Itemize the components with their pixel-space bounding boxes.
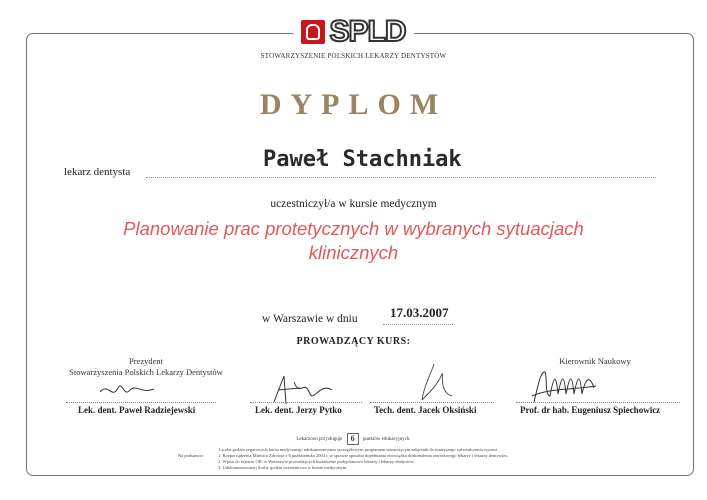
instructor2-name: Tech. dent. Jacek Oksiński xyxy=(374,405,477,415)
director-sign-line xyxy=(516,402,680,403)
course-title-line2: klinicznych xyxy=(308,242,399,263)
points-prefix: Lekarzowi przysługuje xyxy=(296,437,343,443)
education-points xyxy=(0,433,707,445)
organization-name: STOWARZYSZENIE POLSKICH LEKARZY DENTYSTÓW xyxy=(260,52,447,60)
diploma-title: DYPLOM xyxy=(259,88,448,121)
instructor1-sign-line xyxy=(250,402,362,403)
legal-item: 2. Wpisu do rejestru OIL w Warszawie prowadzących kształcenie podyplomowe lekarzy i lekarzy dentystów, xyxy=(218,459,415,464)
legal-basis-label: Na podstawie: xyxy=(178,453,204,458)
legal-list xyxy=(218,453,518,471)
instructor1-name: Lek. dent. Jerzy Pytko xyxy=(255,405,342,415)
instructor2-signature xyxy=(416,362,456,404)
points-suffix: punktów edukacyjnych. xyxy=(362,437,411,443)
logo-text: SPLD xyxy=(329,15,406,48)
legal-item: 1. Rozporządzenia Ministra Zdrowia z 6 października 2004 r. w sprawie sposobu dopełniania obowiązku doskonalenia zawodowego lekarzy i lekarzy dentystów, xyxy=(218,453,509,458)
place-text: w Warszawie w dniu xyxy=(262,313,358,325)
course-date: 17.03.2007 xyxy=(390,305,449,320)
recipient-profession: lekarz dentysta xyxy=(64,166,131,178)
recipient-name: Paweł Stachniak xyxy=(263,147,462,172)
points-value: 6 xyxy=(347,433,359,445)
president-role-org: Stowarzyszenia Polskich Lekarzy Dentystów xyxy=(69,367,223,377)
logo-area xyxy=(0,14,707,50)
president-signature xyxy=(98,374,158,404)
course-title xyxy=(80,217,627,265)
president-role-title: Prezydent xyxy=(129,356,163,366)
president-name: Lek. dent. Paweł Radziejewski xyxy=(78,405,196,415)
president-sign-line xyxy=(66,402,216,403)
instructor2-sign-line xyxy=(370,402,494,403)
director-signature xyxy=(530,366,600,406)
course-title-line1: Planowanie prac protetycznych w wybranych sytuacjach xyxy=(123,218,584,239)
instructors-heading: PROWADZĄCY KURS: xyxy=(296,336,411,347)
tooth-icon xyxy=(301,20,325,44)
legal-basis xyxy=(178,447,518,471)
date-dotted-line xyxy=(383,324,453,325)
director-name: Prof. dr hab. Eugeniusz Spiechowicz xyxy=(520,405,661,415)
name-dotted-line xyxy=(146,177,656,178)
legal-intro: Liczba godzin zegarowych kursu medycznego udokumentowana szczegółowym programem stanowiącym załącznik do niniejszego zaświadczenia wynosi xyxy=(219,447,497,452)
legal-item: 3. Udokumentowanej liczby godzin uczestnictwa w kursie medycznym. xyxy=(218,465,348,470)
participation-text: uczestniczył/a w kursie medycznym xyxy=(270,198,437,210)
spld-logo xyxy=(293,14,413,50)
director-role: Kierownik Naukowy xyxy=(559,356,631,366)
